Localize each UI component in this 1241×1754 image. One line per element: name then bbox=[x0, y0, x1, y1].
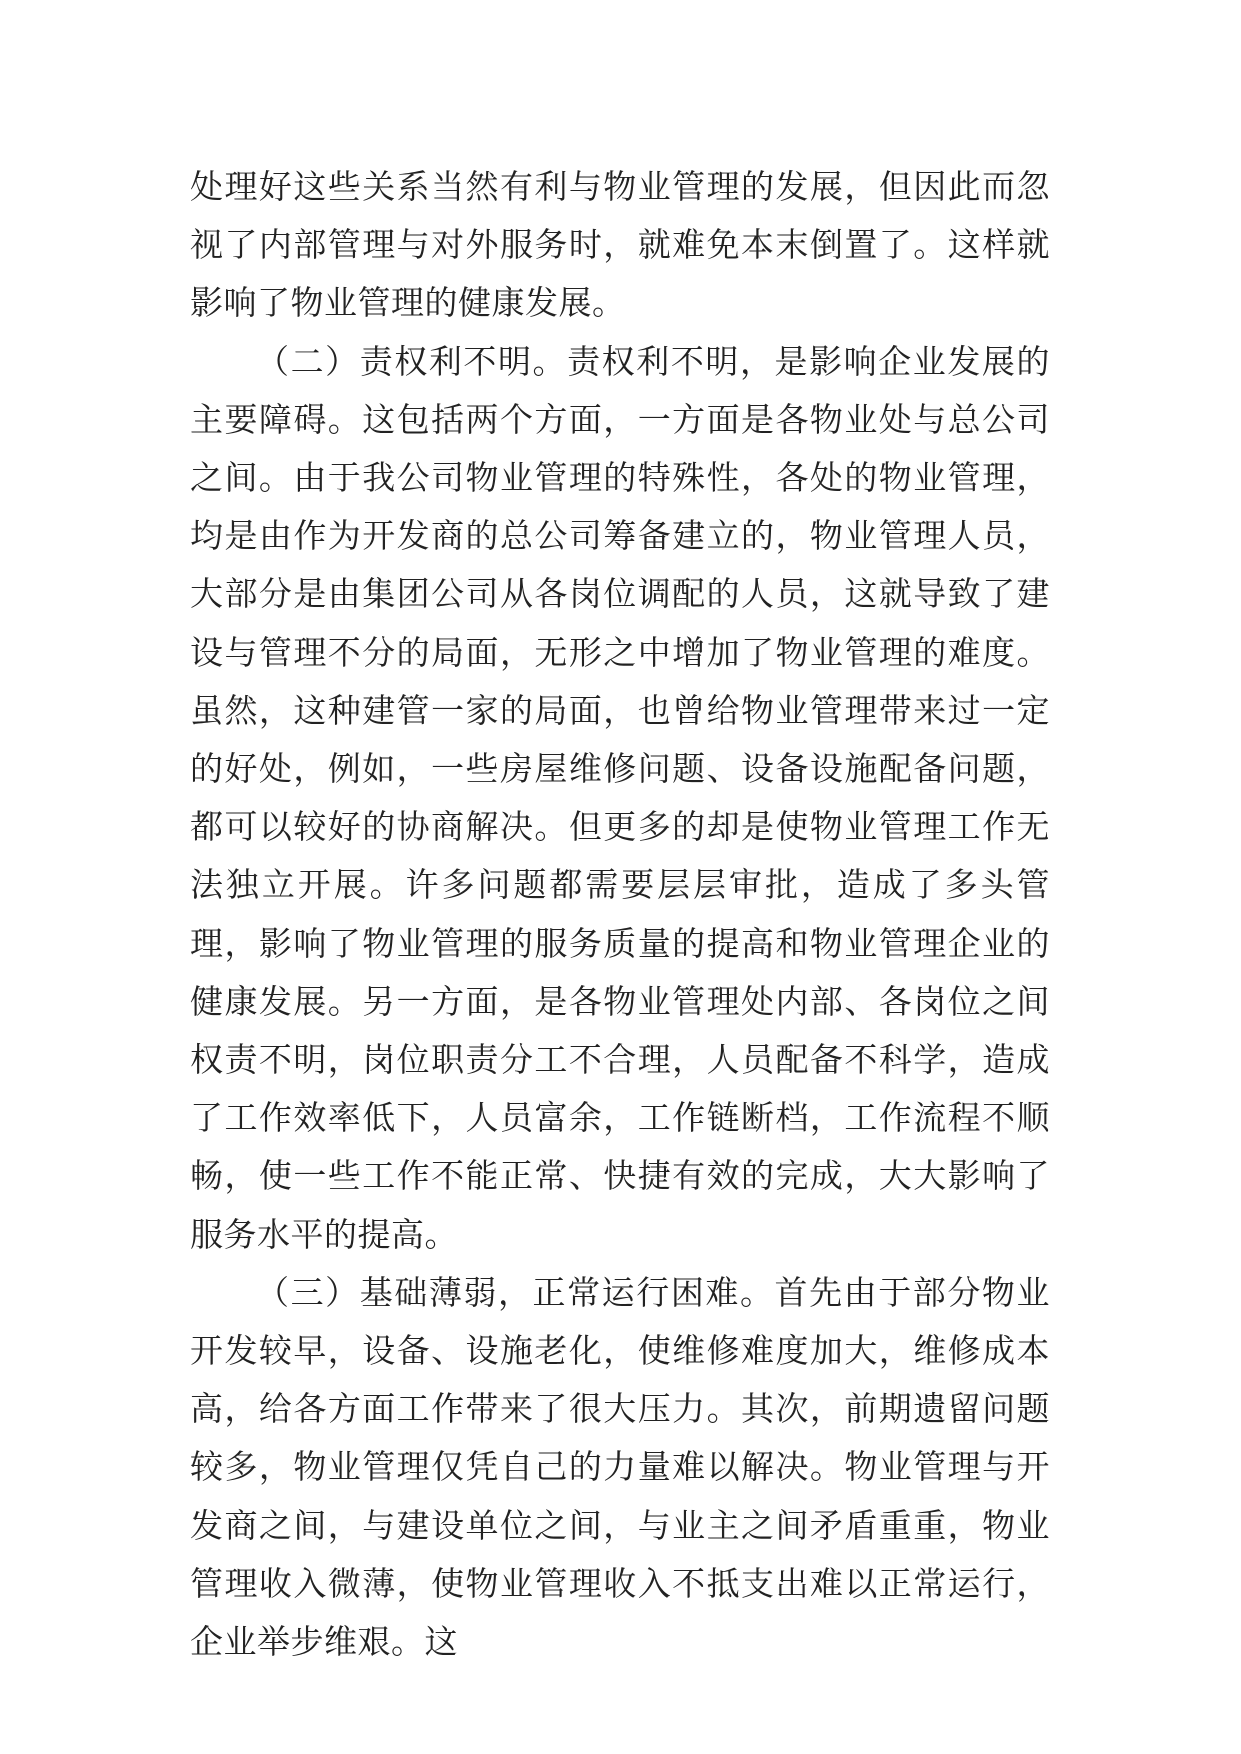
paragraph-1: 处理好这些关系当然有利与物业管理的发展，但因此而忽视了内部管理与对外服务时，就难免本末倒置了。这样就影响了物业管理的健康发展。 bbox=[190, 167, 1050, 323]
body-text bbox=[190, 158, 1050, 1671]
paragraph-2: （二）责权利不明。责权利不明，是影响企业发展的主要障碍。这包括两个方面，一方面是各物业处与总公司之间。由于我公司物业管理的特殊性，各处的物业管理，均是由作为开发商的总公司筹备建立的，物业管理人员，大部分是由集团公司从各岗位调配的人员，这就导致了建设与管理不分的局面，无形之中增加了物业管理的难度。虽然，这种建管一家的局面，也曾给物业管理带来过一定的好处，例如，一些房屋维修问题、设备设施配备问题，都可以较好的协商解决。但更多的却是使物业管理工作无法独立开展。许多问题都需要层层审批，造成了多头管理，影响了物业管理的服务质量的提高和物业管理企业的健康发展。另一方面，是各物业管理处内部、各岗位之间权责不明，岗位职责分工不合理，人员配备不科学，造成了工作效率低下，人员富余，工作链断档，工作流程不顺畅，使一些工作不能正常、快捷有效的完成，大大影响了服务水平的提高。 bbox=[190, 341, 1050, 1254]
paragraph-3: （三）基础薄弱，正常运行困难。首先由于部分物业开发较早，设备、设施老化，使维修难度加大，维修成本高，给各方面工作带来了很大压力。其次，前期遗留问题较多，物业管理仅凭自己的力量难以解决。物业管理与开发商之间，与建设单位之间，与业主之间矛盾重重，物业管理收入微薄，使物业管理收入不抵支出难以正常运行，企业举步维艰。这 bbox=[190, 1272, 1050, 1662]
